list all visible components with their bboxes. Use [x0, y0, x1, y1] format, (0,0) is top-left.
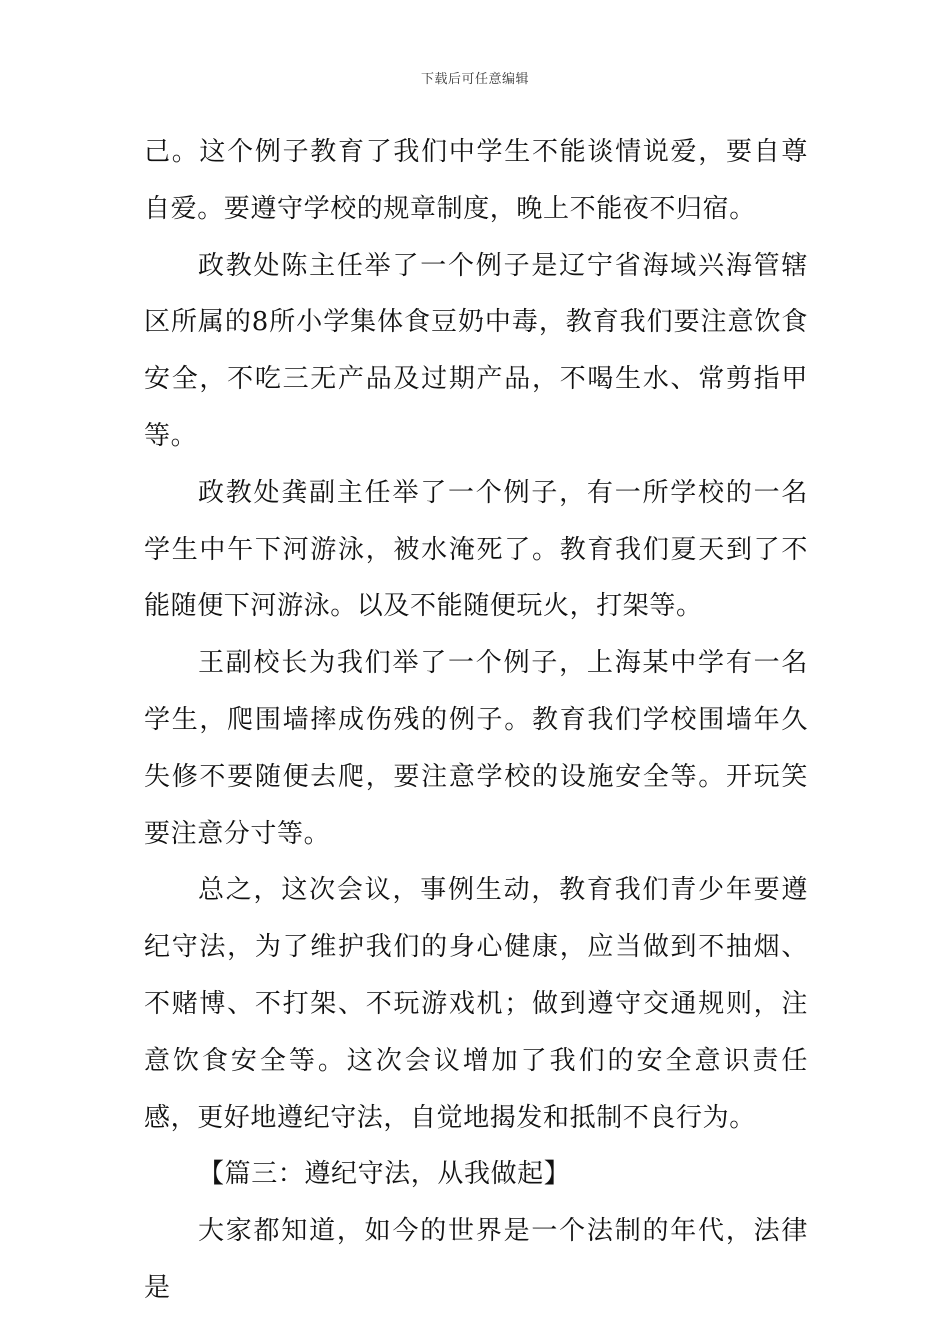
paragraph-5: 总之，这次会议，事例生动，教育我们青少年要遵纪守法，为了维护我们的身心健康，应当做到不抽烟、不赌博、不打架、不玩游戏机；做到遵守交通规则，注意饮食安全等。这次会议增加了我们的安全意识责任感，更好地遵纪守法，自觉地揭发和抵制不良行为。: [144, 875, 808, 1133]
paragraph-3: 政教处龚副主任举了一个例子，有一所学校的一名学生中午下河游泳，被水淹死了。教育我们夏天到了不能随便下河游泳。以及不能随便玩火，打架等。: [144, 477, 808, 622]
paragraph-1: 己。这个例子教育了我们中学生不能谈情说爱，要自尊自爱。要遵守学校的规章制度，晚上不能夜不归宿。: [144, 137, 808, 224]
page-header: 下载后可任意编辑: [420, 72, 529, 87]
paragraph-6: 大家都知道，如今的世界是一个法制的年代，法律是: [144, 1216, 808, 1303]
paragraph-2: 政教处陈主任举了一个例子是辽宁省海域兴海管辖区所属的8所小学集体食豆奶中毒，教育我们要注意饮食安全，不吃三无产品及过期产品，不喝生水、常剪指甲等。: [144, 250, 808, 451]
document-body: [144, 124, 808, 1317]
paragraph-4: 王副校长为我们举了一个例子，上海某中学有一名学生，爬围墙摔成伤残的例子。教育我们学校围墙年久失修不要随便去爬，要注意学校的设施安全等。开玩笑要注意分寸等。: [144, 648, 808, 849]
section-heading: 【篇三：遵纪守法，从我做起】: [198, 1159, 571, 1190]
